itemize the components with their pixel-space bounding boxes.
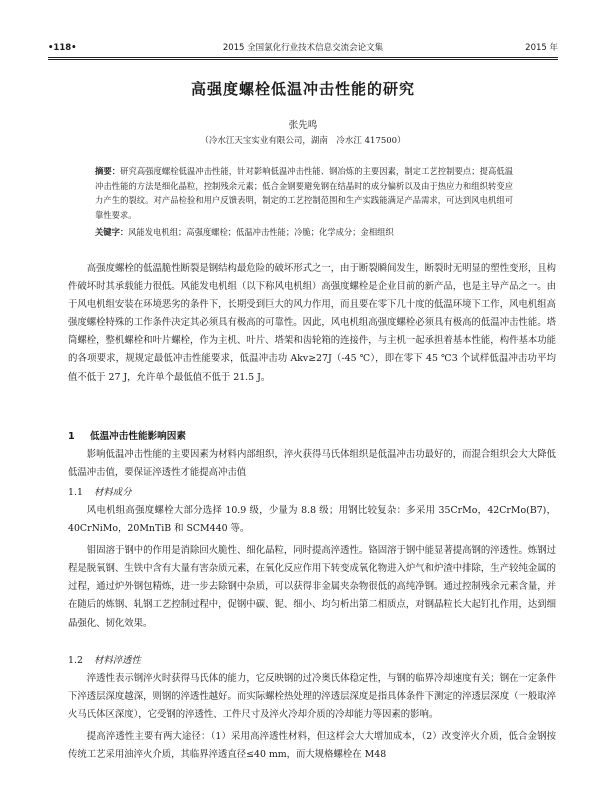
section-1-body	[68, 446, 556, 482]
page-number: •118•	[48, 43, 77, 53]
section-1-1-paragraph-2: 钼固溶于钢中的作用是消除回火脆性、细化晶粒，同时提高淬透性。铬固溶于钢中能显著提高钢的淬透性。炼钢过程是脱氧钢、生铁中含有大量有害杂质元素，在氧化反应作用下转变成氧化物进入炉气和炉渣中排除，生产较纯金属的过程，通过炉外钢包精炼，进一步去除钢中杂质，可以获得非金属夹杂物很低的高纯净钢。通过控制残余元素含量，并在随后的炼钢、轧钢工艺控制过程中，促钢中碳、铌、细小、均匀析出第二相质点，对钢晶粒长大起钉扎作用，达到细晶强化、韧化效果。	[68, 545, 556, 629]
abstract-text: 研究高强度螺栓低温冲击性能，针对影响低温冲击性能、钢冶炼的主要因素，制定工艺控制要点；提高低温冲击性能的方法是细化晶粒，控制残余元素；低合金钢要避免钢在结晶时的成分偏析以及由于热应力和组织转变应力产生的裂纹。对产品检验和用户反馈表明，制定的工艺控制范围和生产实践能满足产品需求，可达到风电机组可靠性要求。	[95, 166, 513, 220]
keywords-label: 关键字：	[95, 227, 129, 237]
journal-name: 2015 全国氯化行业技术信息交流会论文集	[222, 43, 384, 53]
keywords-text: 风能发电机组；高强度螺栓；低温冲击性能；冷脆；化学成分；金相组织	[128, 227, 394, 237]
section-1-number: 1	[68, 431, 75, 442]
section-1-2-paragraph-2: 提高淬透性主要有两大途径：（1）采用高淬透性材料，但这样会大大增加成本，（2）改变淬火介质，低合金钢按传统工艺采用油淬火介质，其临界淬透直径≤40 mm，而大规格螺栓在 M48	[68, 731, 556, 761]
intro-section	[68, 260, 556, 387]
section-1-1-title: 材料成分	[94, 487, 132, 498]
paper-title: 高强度螺栓低温冲击性能的研究	[190, 80, 415, 98]
running-header	[48, 40, 558, 56]
section-1-paragraph: 影响低温冲击性能的主要因素为材料内部组织，淬火获得马氏体组织是低温冲击功最好的，而混合组织会大大降低低温冲击值，要保证淬透性才能提高冲击值	[68, 449, 556, 479]
section-1-heading	[68, 428, 556, 446]
intro-paragraph: 高强度螺栓的低温脆性断裂是钢结构最危险的破坏形式之一，由于断裂瞬间发生，断裂时无明显的塑性变形，且构件破坏时其承载能力很低。风能发电机组（以下称风电机组）高强度螺栓是企业目前的新产品，也是主导产品之一。由于风电机组安装在环境恶劣的条件下，长期受到巨大的风力作用，而且要在零下几十度的低温环境下工作，风电机组高强度螺栓特殊的工作条件决定其必须具有极高的可靠性。因此，风电机组高强度螺栓必须具有极高的低温冲击性能。塔筒螺栓，整机螺栓和叶片螺栓，作为主机、叶片、塔架和齿轮箱的连接件，与主机一起承担着基本性能，构件基本功能的各项要求，规规定最低冲击性能要求，低温冲击功 Akv≥27J（-45 ℃），即在零下 45 ℃3 个试样低温冲击功平均值不低于 27 J，允许单个最低值不低于 21.5 J。	[68, 263, 556, 383]
section-1-2-number: 1.2	[68, 655, 83, 666]
section-1-2-body	[68, 670, 556, 764]
section-1-1-heading	[68, 484, 556, 502]
journal-year: 2015 年	[525, 43, 558, 53]
section-1-2-paragraph-1: 淬透性表示钢淬火时获得马氏体的能力，它反映钢的过冷奥氏体稳定性，与钢的临界冷却速度有关；钢在一定条件下淬透层深度越深，则钢的淬透性越好。而实际螺栓热处理的淬透层深度是指具体条件下测定的淬透层深度（一般取淬火马氏体区深度），它受钢的淬透性、工件尺寸及淬火冷却介质的冷却能力等因素的影响。	[68, 673, 556, 721]
author: 张先鸣	[288, 120, 318, 131]
section-1-1-body	[68, 502, 556, 633]
section-1-title: 低温冲击性能影响因素	[90, 431, 186, 442]
section-1-1-paragraph-1: 风电机组高强度螺栓大部分选择 10.9 级，少量为 8.8 级；用钢比较复杂：多采用 35CrMo，42CrMo(B7)，40CrNiMo，20MnTiB 和 SCM440 等。	[68, 505, 556, 535]
section-1-1-number: 1.1	[68, 487, 83, 498]
keywords	[95, 225, 513, 239]
header-rule	[48, 57, 558, 58]
affiliation: （冷水江天宝实业有限公司，湖南 冷水江 417500）	[200, 136, 406, 146]
abstract-label: 摘要：	[95, 166, 121, 176]
section-1-2-heading	[68, 652, 556, 670]
section-1-2-title: 材料淬透性	[94, 655, 141, 666]
abstract	[95, 164, 513, 222]
header-rule-thin	[48, 59, 558, 60]
